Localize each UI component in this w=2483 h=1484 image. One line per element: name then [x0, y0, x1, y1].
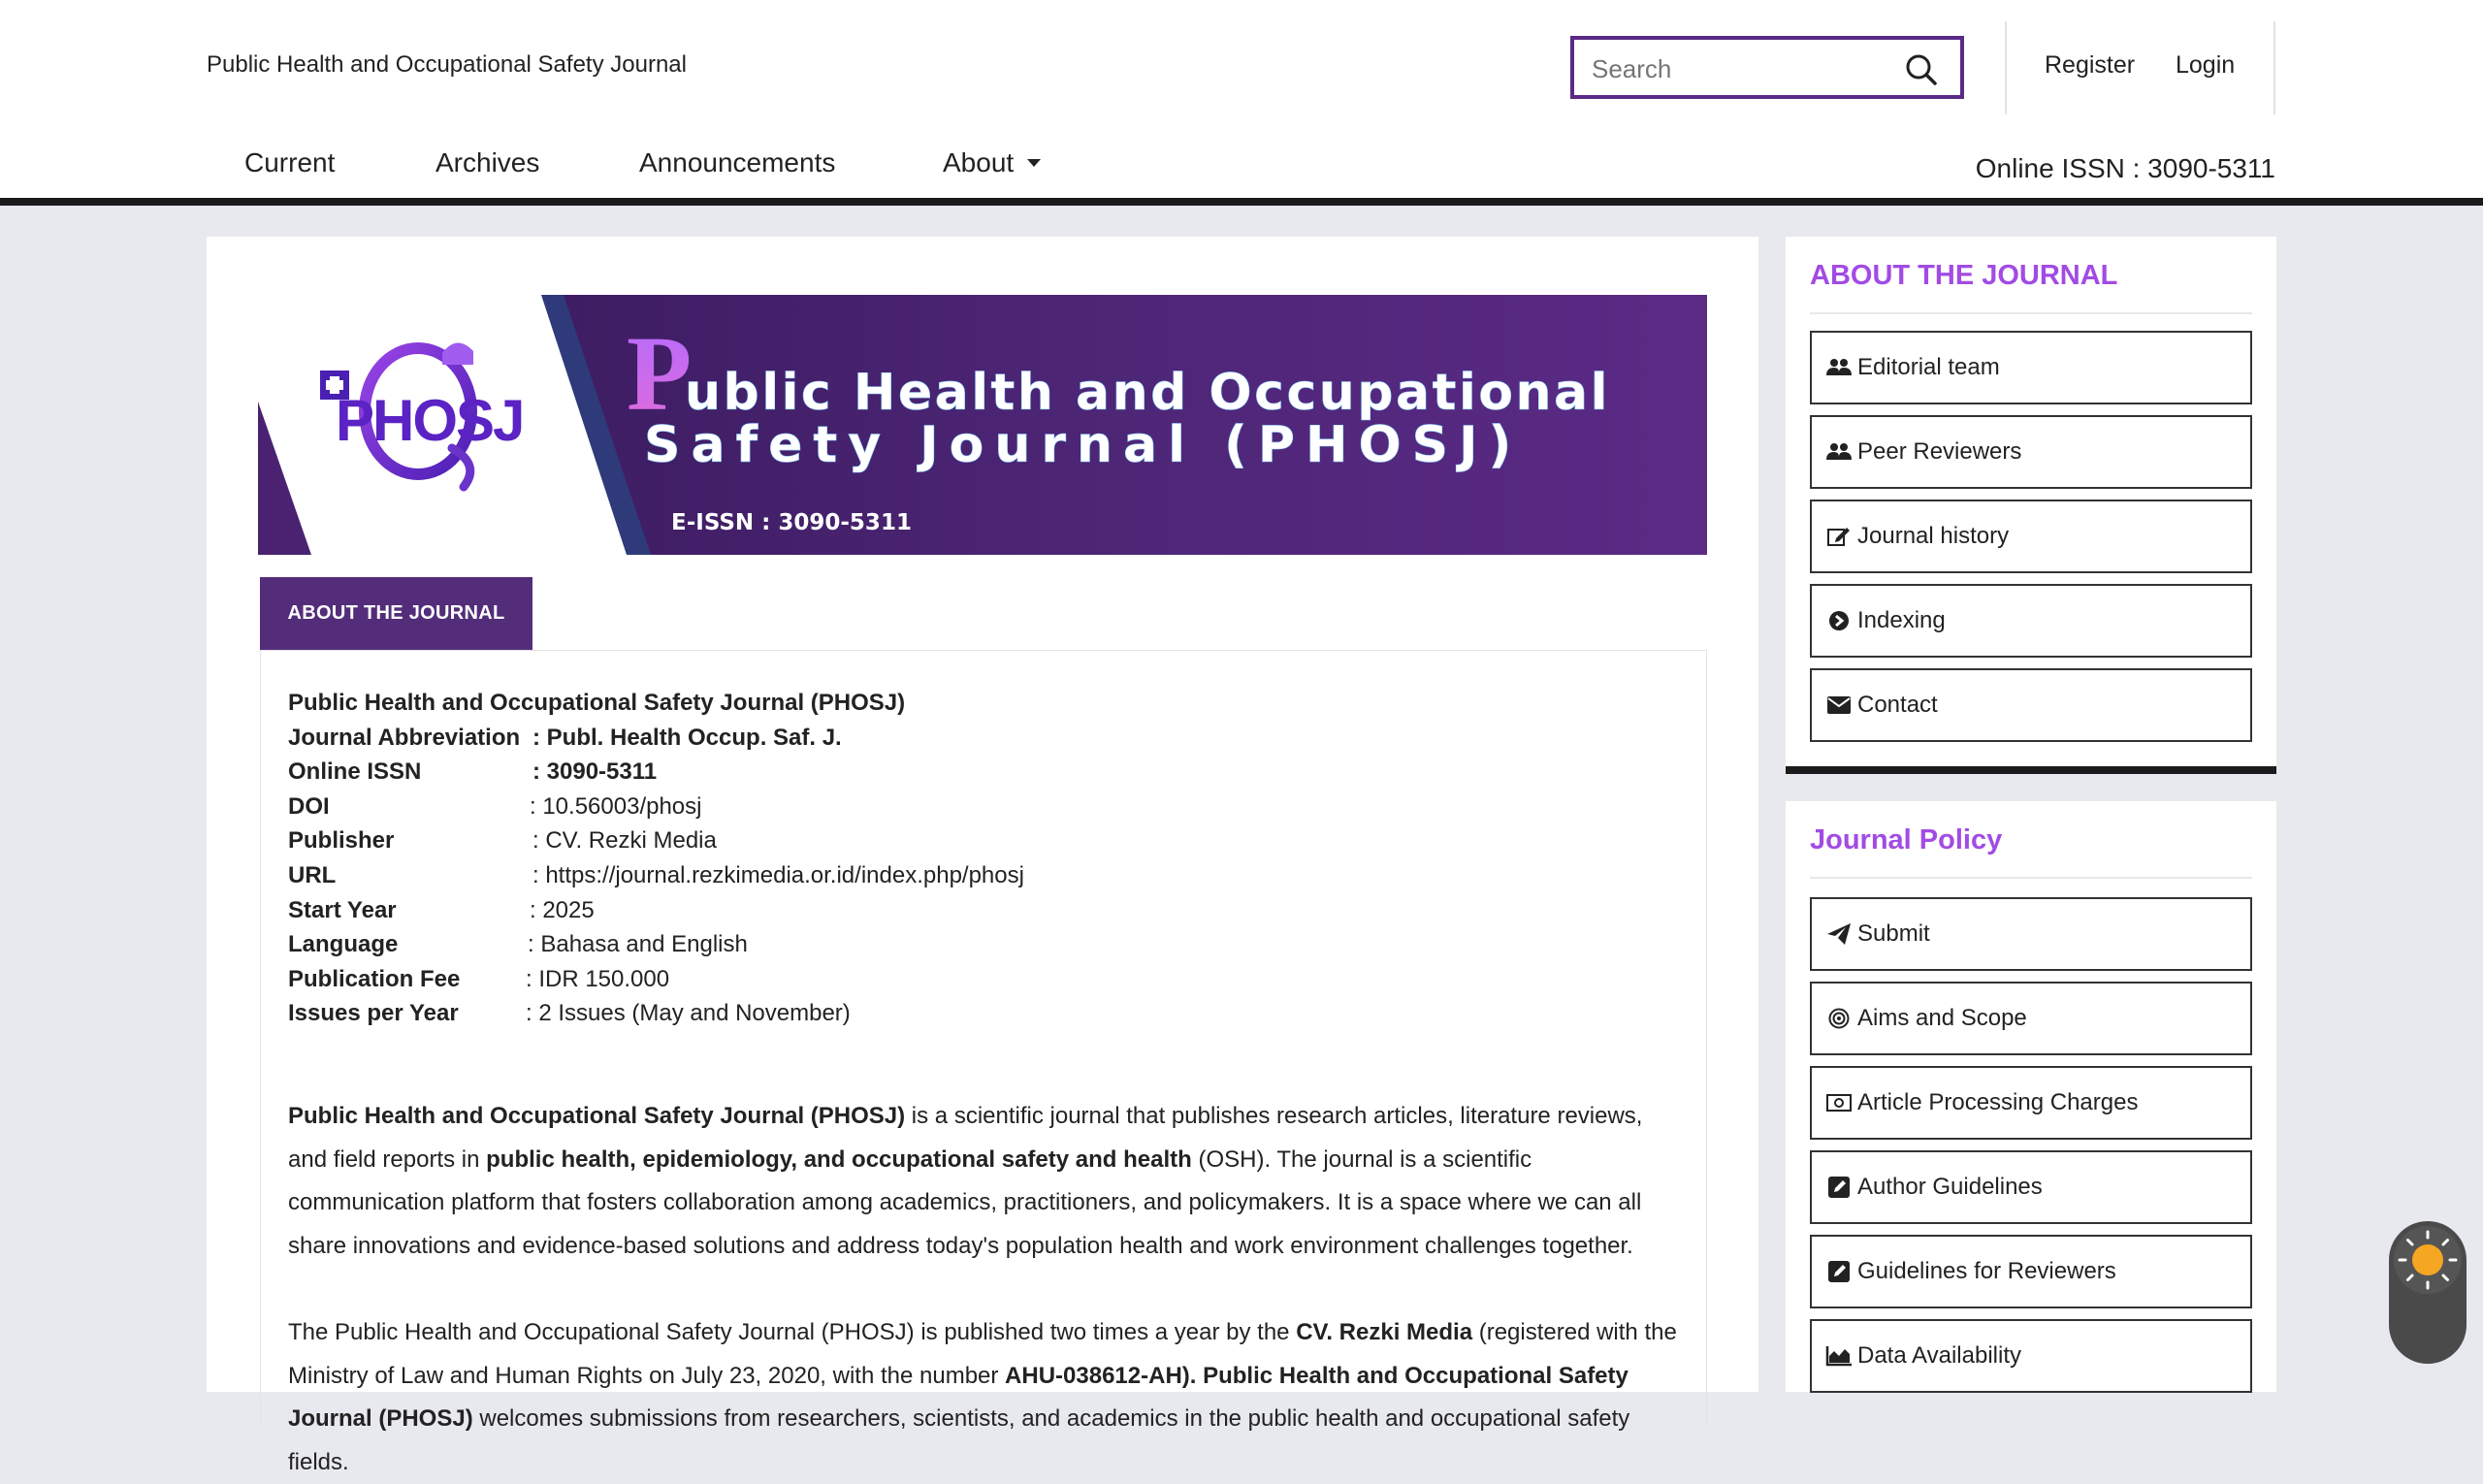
description-paragraph	[288, 1095, 1685, 1268]
nav-announcements[interactable]: Announcements	[639, 147, 836, 177]
description-text: is a scientific journal that publishes research articles, literature reviews, and field reports in	[288, 1103, 1643, 1173]
info-value: : Bahasa and English	[528, 931, 748, 958]
info-label: Publisher	[288, 827, 395, 855]
sidebar-item-data-availability[interactable]	[1810, 1319, 2252, 1393]
banner-logo-text: PHOSJ	[336, 388, 524, 453]
info-label: Journal Abbreviation	[288, 724, 521, 751]
info-value: : IDR 150.000	[526, 965, 670, 992]
sidebar-item-label: Author Guidelines	[1857, 1174, 2043, 1200]
sidebar-item-submit[interactable]	[1810, 897, 2252, 971]
scope-bold: public health, epidemiology, and occupational safety and health	[486, 1145, 1192, 1173]
info-value: : 2 Issues (May and November)	[526, 1000, 851, 1027]
nav-archives[interactable]: Archives	[435, 147, 540, 177]
banner-eissn: E-ISSN : 3090-5311	[671, 510, 912, 535]
main-content	[207, 237, 1758, 1475]
registration-bold: AHU-038612-AH). Public Health and Occupational Safety Journal (PHOSJ)	[288, 1362, 1628, 1432]
sidebar-item-label: Guidelines for Reviewers	[1857, 1258, 2116, 1284]
publisher-text: welcomes submissions from researchers, scientists, and academics in the public health and occupational safety fields.	[288, 1405, 1630, 1475]
target-icon	[1826, 1008, 1852, 1029]
info-label: Start Year	[288, 896, 397, 923]
sidebar-item-peer-reviewers[interactable]	[1810, 415, 2252, 489]
info-value: : Publ. Health Occup. Saf. J.	[532, 724, 842, 751]
sidebar-item-aims-and-scope[interactable]	[1810, 982, 2252, 1055]
arrow-circle-icon	[1826, 610, 1852, 631]
header-divider	[2273, 21, 2275, 114]
envelope-icon	[1826, 694, 1852, 716]
site-title-link[interactable]: Public Health and Occupational Safety Journal	[207, 51, 687, 78]
users-icon	[1826, 441, 1852, 463]
info-label: Issues per Year	[288, 1000, 459, 1027]
header-divider	[2005, 21, 2007, 114]
publisher-bold: CV. Rezki Media	[1296, 1319, 1473, 1345]
sidebar-item-label: Journal history	[1857, 523, 2010, 549]
sidebar-item-contact[interactable]	[1810, 668, 2252, 742]
info-value: : https://journal.rezkimedia.or.id/index.php/phosj	[532, 861, 1024, 888]
money-icon	[1826, 1092, 1852, 1113]
sidebar-item-label: Peer Reviewers	[1857, 438, 2022, 465]
sidebar-item-article-processing-charges[interactable]	[1810, 1066, 2252, 1140]
search-box[interactable]	[1570, 36, 1964, 99]
sidebar-item-label: Contact	[1857, 692, 1938, 718]
banner-title-line1: ublic Health and Occupational	[685, 364, 1610, 422]
nav-about-label: About	[943, 147, 1015, 177]
sidebar-item-label: Article Processing Charges	[1857, 1089, 2139, 1115]
sidebar-item-indexing[interactable]	[1810, 584, 2252, 658]
login-link[interactable]: Login	[2176, 51, 2236, 79]
sidebar-item-journal-history[interactable]	[1810, 500, 2252, 573]
sidebar-item-label: Submit	[1857, 920, 1930, 947]
sidebar-item-author-guidelines[interactable]	[1810, 1150, 2252, 1224]
paper-plane-icon	[1826, 923, 1852, 945]
banner-title-line2: Safety Journal (PHOSJ)	[644, 416, 1523, 474]
sun-icon	[2394, 1226, 2462, 1294]
search-icon[interactable]	[1902, 50, 1941, 89]
sidebar-item-label: Data Availability	[1857, 1342, 2021, 1369]
publisher-text: The Public Health and Occupational Safety Journal (PHOSJ) is published two times a year by the	[288, 1319, 1297, 1345]
sidebar-item-guidelines-for-reviewers[interactable]	[1810, 1235, 2252, 1308]
nav-current[interactable]: Current	[244, 147, 336, 177]
theme-toggle[interactable]	[2389, 1221, 2467, 1364]
register-link[interactable]: Register	[2045, 51, 2136, 79]
sidebar-divider	[1810, 312, 2252, 314]
pencil-square-icon	[1826, 1177, 1852, 1198]
theme-toggle-knob[interactable]	[2394, 1226, 2462, 1294]
sidebar-item-label: Editorial team	[1857, 354, 2000, 380]
users-icon	[1826, 357, 1852, 378]
description-text: (OSH). The journal is a scientific communication platform that fosters collaboration among academics, practitioners, and policymakers. It is a space where we can all share innovations and evidence-based solutions and address today's population health and work environment challenges together.	[288, 1145, 1642, 1259]
chart-icon	[1826, 1345, 1852, 1367]
sidebar-item-label: Aims and Scope	[1857, 1005, 2027, 1031]
info-label: Online ISSN	[288, 758, 422, 786]
sidebar-divider	[1810, 877, 2252, 879]
sidebar-policy-block	[1786, 801, 2276, 1392]
sidebar-item-editorial-team[interactable]	[1810, 331, 2252, 404]
sidebar-about-title: ABOUT THE JOURNAL	[1810, 260, 2118, 291]
journal-name-bold: Public Health and Occupational Safety Journal (PHOSJ)	[288, 1103, 906, 1129]
journal-banner	[258, 295, 1707, 555]
sidebar-about-block	[1786, 237, 2276, 774]
info-value: : CV. Rezki Media	[532, 827, 717, 855]
sidebar-policy-title: Journal Policy	[1810, 824, 2003, 855]
info-label: Language	[288, 931, 399, 958]
info-value: : 3090-5311	[532, 758, 658, 786]
site-header	[0, 0, 2483, 206]
info-label: DOI	[288, 792, 330, 820]
chevron-down-icon	[1027, 159, 1041, 167]
pencil-square-icon	[1826, 1261, 1852, 1282]
info-label: URL	[288, 861, 337, 888]
info-value: : 2025	[530, 896, 595, 923]
publisher-text: (registered with the Ministry of Law and Human Rights on July 23, 2020, with the number	[288, 1319, 1677, 1389]
nav-about[interactable]	[943, 147, 1041, 178]
banner-title-initial: P	[627, 314, 693, 433]
info-value: : 10.56003/phosj	[530, 792, 702, 820]
sidebar-item-label: Indexing	[1857, 607, 1946, 633]
about-panel	[260, 650, 1707, 1475]
tab-about-the-journal[interactable]: ABOUT THE JOURNAL	[260, 577, 532, 650]
search-input[interactable]	[1592, 51, 1883, 86]
banner-graphic	[258, 295, 1707, 555]
publisher-paragraph	[288, 1311, 1685, 1484]
edit-icon	[1826, 526, 1852, 547]
info-label: Publication Fee	[288, 965, 461, 992]
info-title-text: Public Health and Occupational Safety Journal (PHOSJ)	[288, 690, 906, 716]
online-issn: Online ISSN : 3090-5311	[1975, 153, 2275, 183]
